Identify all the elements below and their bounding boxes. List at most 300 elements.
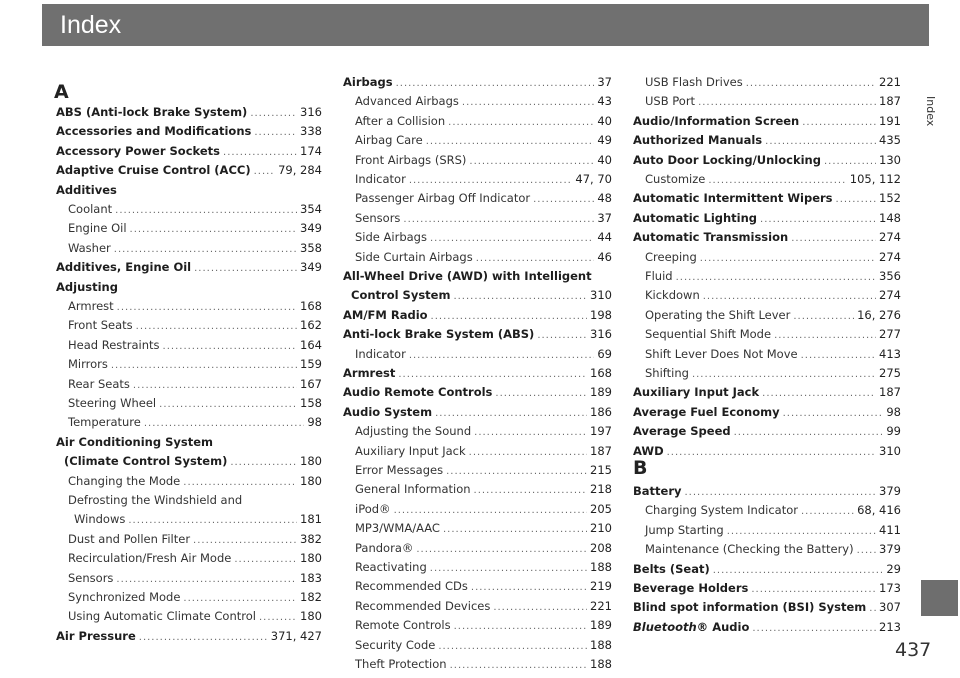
entry-pages: 307: [879, 600, 901, 615]
entry-text: Indicator: [355, 172, 406, 186]
entry-text: Average Fuel Economy: [633, 404, 780, 419]
index-entry[interactable]: [343, 636, 612, 654]
entry-text: Auxiliary Input Jack: [633, 385, 760, 400]
entry-text: Operating the Shift Lever: [645, 307, 791, 322]
dot-leader: [692, 366, 876, 382]
index-entry[interactable]: [633, 112, 901, 130]
dot-leader: [416, 541, 587, 557]
dot-leader: [462, 94, 594, 110]
index-entry[interactable]: [56, 452, 322, 470]
entry-text: Maintenance (Checking the Battery): [645, 542, 854, 557]
index-entry[interactable]: [56, 219, 322, 237]
index-entry[interactable]: [343, 519, 612, 537]
index-entry[interactable]: [56, 413, 322, 431]
entry-text: Adaptive Cruise Control (ACC): [56, 163, 251, 178]
dot-leader: [676, 269, 876, 285]
entry-text: Front Seats: [68, 318, 133, 333]
entry-text: Passenger Airbag Off Indicator: [355, 191, 531, 206]
entry-text: Engine Oil: [68, 221, 127, 236]
entry-pages: 197: [590, 424, 612, 439]
dot-leader: [128, 512, 297, 528]
index-entry[interactable]: [56, 239, 322, 257]
index-entry[interactable]: [633, 422, 901, 440]
entry-text: Accessories and Modifications: [56, 124, 252, 139]
entry-pages: 213: [879, 619, 901, 634]
entry-text: Adjusting: [56, 279, 118, 294]
index-entry[interactable]: [56, 530, 322, 548]
index-entry[interactable]: [633, 482, 901, 500]
entry-pages: 358: [300, 240, 322, 255]
entry-text: Auto Door Locking/Unlocking: [633, 152, 821, 167]
entry-pages: 180: [300, 609, 322, 624]
index-entry[interactable]: [633, 306, 901, 324]
dot-leader: [133, 377, 297, 393]
entry-text: Using Automatic Climate Control: [68, 609, 256, 624]
index-entry[interactable]: [343, 112, 612, 130]
dot-leader: [802, 114, 876, 130]
entry-text: Sensors: [355, 210, 401, 225]
dot-leader: [409, 172, 573, 188]
index-entry[interactable]: [56, 569, 322, 587]
entry-pages: 37: [597, 75, 612, 89]
dot-leader: [450, 657, 587, 673]
entry-pages: 148: [879, 210, 901, 225]
entry-pages: 168: [590, 366, 612, 380]
dot-leader: [869, 600, 876, 616]
index-entry[interactable]: [343, 539, 612, 557]
entry-pages: 411: [879, 522, 901, 537]
index-entry[interactable]: [633, 540, 901, 558]
dot-leader: [139, 629, 268, 645]
dot-leader: [448, 114, 594, 130]
entry-pages: 349: [300, 260, 322, 275]
dot-leader: [685, 484, 877, 500]
index-entry[interactable]: [343, 267, 612, 285]
index-entry[interactable]: [343, 92, 612, 110]
dot-leader: [403, 211, 594, 227]
dot-leader: [476, 250, 595, 266]
entry-text: Jump Starting: [645, 522, 724, 537]
dot-leader: [734, 424, 884, 440]
dot-leader: [533, 191, 594, 207]
dot-leader: [746, 75, 876, 91]
side-tab-label: Index: [924, 96, 937, 127]
index-entry[interactable]: [343, 383, 612, 401]
entry-pages: 47, 70: [575, 172, 612, 186]
entry-pages: 310: [879, 443, 901, 458]
entry-pages: 180: [300, 454, 322, 469]
index-entry[interactable]: [343, 151, 612, 169]
entry-text: Remote Controls: [355, 618, 451, 633]
dot-leader: [713, 562, 884, 578]
entry-text: Accessory Power Sockets: [56, 143, 221, 158]
dot-leader: [446, 463, 587, 479]
index-entry[interactable]: [56, 510, 322, 528]
dot-leader: [435, 405, 587, 421]
entry-pages: 68, 416: [857, 503, 901, 518]
entry-pages: 219: [590, 579, 612, 594]
index-entry[interactable]: [56, 375, 322, 393]
index-entry[interactable]: [56, 491, 322, 509]
entry-text: Side Curtain Airbags: [355, 249, 473, 264]
index-entry[interactable]: [56, 355, 322, 373]
index-entry[interactable]: [56, 200, 322, 218]
index-entry[interactable]: [633, 209, 901, 227]
entry-pages: 29: [886, 561, 901, 576]
entry-text: After a Collision: [355, 113, 446, 128]
dot-leader: [857, 542, 876, 558]
dot-leader: [443, 521, 587, 537]
entry-text: Control System: [351, 288, 451, 303]
index-entry[interactable]: [56, 316, 322, 334]
dot-leader: [727, 523, 876, 539]
entry-pages: 354: [300, 202, 322, 216]
entry-pages: 205: [590, 501, 612, 516]
dot-leader: [254, 124, 297, 140]
index-entry[interactable]: [56, 142, 322, 160]
dot-leader: [751, 581, 876, 597]
dot-leader: [193, 532, 297, 548]
dot-leader: [537, 327, 587, 343]
dot-leader: [159, 396, 297, 412]
dot-leader: [469, 444, 587, 460]
index-entry[interactable]: [56, 394, 322, 412]
dot-leader: [223, 144, 297, 160]
dot-leader: [136, 318, 297, 334]
index-entry[interactable]: [56, 278, 322, 296]
entry-pages: 274: [879, 249, 901, 264]
entry-text: USB Flash Drives: [645, 75, 743, 89]
entry-pages: 40: [597, 152, 612, 167]
index-entry[interactable]: [633, 501, 901, 519]
index-entry[interactable]: [343, 558, 612, 576]
dot-leader: [114, 241, 297, 257]
dot-leader: [453, 288, 587, 304]
entry-text: Air Conditioning System: [56, 434, 214, 449]
dot-leader: [774, 327, 876, 343]
entry-text: Changing the Mode: [68, 473, 181, 488]
entry-pages: 310: [590, 288, 612, 303]
entry-pages: 162: [300, 318, 322, 333]
dot-leader: [762, 385, 876, 401]
entry-pages: 379: [879, 542, 901, 557]
index-entry[interactable]: [56, 161, 322, 179]
entry-text: Airbag Care: [355, 133, 423, 148]
dot-leader: [115, 202, 297, 218]
dot-leader: [469, 153, 594, 169]
entry-pages: 164: [300, 337, 322, 352]
index-entry[interactable]: [633, 286, 901, 304]
dot-leader: [801, 503, 854, 519]
entry-text: Temperature: [68, 415, 141, 430]
index-entry[interactable]: [633, 442, 901, 460]
entry-text: Automatic Transmission: [633, 230, 789, 245]
index-entry[interactable]: [343, 403, 612, 421]
entry-text: Steering Wheel: [68, 396, 157, 410]
index-entry[interactable]: [343, 209, 612, 227]
entry-text: Sensors: [68, 570, 114, 585]
index-entry[interactable]: [633, 521, 901, 539]
index-entry[interactable]: [343, 461, 612, 479]
entry-pages: 371, 427: [270, 628, 322, 643]
index-entry[interactable]: [633, 151, 901, 169]
entry-text: ABS (Anti-lock Brake System): [56, 105, 248, 119]
entry-pages: 181: [300, 512, 322, 527]
dot-leader: [698, 94, 876, 110]
dot-leader: [824, 153, 876, 169]
entry-pages: 221: [879, 75, 901, 89]
dot-leader: [836, 191, 877, 207]
entry-text: (Climate Control System): [64, 454, 228, 469]
entry-pages: 180: [300, 473, 322, 488]
entry-pages: 99: [886, 424, 901, 439]
entry-text: Washer: [68, 240, 111, 255]
entry-text: Pandora®: [355, 540, 414, 555]
entry-text: Creeping: [645, 249, 697, 264]
entry-pages: 49: [597, 133, 612, 148]
entry-pages: 173: [879, 581, 901, 595]
dot-leader: [454, 618, 587, 634]
entry-text: Automatic Lighting: [633, 210, 758, 225]
dot-leader: [438, 638, 587, 654]
dot-leader: [752, 620, 876, 636]
index-entry[interactable]: [56, 549, 322, 567]
entry-pages: 187: [879, 385, 901, 400]
dot-leader: [234, 551, 297, 567]
index-entry[interactable]: [633, 228, 901, 246]
entry-pages: 48: [597, 191, 612, 206]
dot-leader: [259, 609, 297, 625]
entry-text: Shift Lever Does Not Move: [645, 346, 798, 361]
dot-leader: [194, 260, 297, 276]
entry-text: Security Code: [355, 637, 436, 652]
entry-text: Rear Seats: [68, 376, 130, 391]
index-entry[interactable]: [56, 181, 322, 199]
entry-text: Adjusting the Sound: [355, 424, 472, 439]
entry-pages: 180: [300, 551, 322, 566]
index-entry[interactable]: [343, 345, 612, 363]
index-entry[interactable]: [633, 345, 901, 363]
entry-pages: 189: [590, 385, 612, 400]
entry-text: Air Pressure: [56, 628, 136, 643]
entry-text: Synchronized Mode: [68, 590, 181, 604]
entry-text: Additives: [56, 182, 117, 197]
entry-pages: 379: [879, 484, 901, 498]
dot-leader: [791, 230, 876, 246]
entry-text: Fluid: [645, 269, 673, 283]
entry-text: Anti-lock Brake System (ABS): [343, 327, 535, 342]
entry-pages: 275: [879, 366, 901, 380]
index-entry[interactable]: [633, 403, 901, 421]
dot-leader: [116, 571, 297, 587]
entry-text: Head Restraints: [68, 337, 160, 352]
index-entry[interactable]: [56, 588, 322, 606]
entry-pages: 44: [597, 230, 612, 245]
entry-pages: 174: [300, 143, 322, 158]
entry-pages: 218: [590, 482, 612, 497]
entry-text: Belts (Seat): [633, 561, 710, 576]
entry-text: General Information: [355, 482, 471, 497]
entry-pages: 98: [886, 404, 901, 419]
dot-leader: [495, 385, 587, 401]
dot-leader: [783, 405, 884, 421]
dot-leader: [163, 338, 298, 354]
entry-text: Customize: [645, 172, 706, 186]
dot-leader: [117, 299, 297, 315]
entry-text: Dust and Pollen Filter: [68, 531, 191, 546]
index-entry[interactable]: [343, 616, 612, 634]
entry-pages: 187: [879, 94, 901, 109]
dot-leader: [396, 75, 595, 91]
index-entry[interactable]: [343, 442, 612, 460]
index-entry[interactable]: [633, 248, 901, 266]
entry-pages: 167: [300, 376, 322, 391]
index-entry[interactable]: [633, 325, 901, 343]
dot-leader: [144, 415, 305, 431]
entry-text: Sequential Shift Mode: [645, 327, 772, 342]
dot-leader: [708, 172, 846, 188]
entry-pages: 349: [300, 221, 322, 236]
index-entry[interactable]: [56, 433, 322, 451]
entry-pages: 189: [590, 618, 612, 633]
entry-text: Kickdown: [645, 288, 700, 303]
index-entry[interactable]: [343, 577, 612, 595]
side-tab[interactable]: [918, 64, 942, 240]
entry-pages: 198: [590, 307, 612, 322]
entry-text: Audio/Information Screen: [633, 113, 800, 128]
entry-text: Audio System: [343, 404, 433, 419]
dot-leader: [703, 288, 876, 304]
index-entry[interactable]: [56, 336, 322, 354]
page-number: 437: [895, 639, 932, 661]
index-entry[interactable]: [343, 73, 612, 91]
side-marker-block: [921, 580, 958, 616]
entry-text: All-Wheel Drive (AWD) with Intelligent: [343, 269, 592, 283]
index-entry[interactable]: [633, 92, 901, 110]
index-entry[interactable]: [633, 560, 901, 578]
dot-leader: [430, 560, 587, 576]
index-entry[interactable]: [56, 627, 322, 645]
entry-pages: 274: [879, 288, 901, 303]
index-entry[interactable]: [633, 598, 901, 616]
index-entry[interactable]: [633, 383, 901, 401]
dot-leader: [254, 163, 276, 179]
entry-text: Theft Protection: [355, 657, 447, 671]
entry-text: iPod®: [355, 501, 391, 516]
entry-text: MP3/WMA/AAC: [355, 521, 440, 536]
entry-text: Bluetooth® Audio: [633, 619, 750, 634]
entry-pages: 338: [300, 124, 322, 139]
dot-leader: [183, 590, 297, 606]
entry-text: Blind spot information (BSI) System: [633, 600, 867, 615]
entry-pages: 215: [590, 463, 612, 477]
entry-pages: 152: [879, 191, 901, 206]
entry-text: Audio Remote Controls: [343, 385, 493, 400]
entry-pages: 382: [300, 531, 322, 546]
entry-text: Authorized Manuals: [633, 133, 763, 148]
index-entry[interactable]: [343, 228, 612, 246]
dot-leader: [409, 347, 595, 363]
index-entry[interactable]: [56, 122, 322, 140]
index-entry[interactable]: [633, 579, 901, 597]
entry-pages: 316: [300, 105, 322, 119]
entry-pages: 188: [590, 637, 612, 652]
entry-pages: 98: [307, 415, 322, 430]
dot-leader: [394, 502, 587, 518]
entry-pages: 105, 112: [849, 172, 901, 186]
entry-pages: 183: [300, 570, 322, 585]
entry-text: Automatic Intermittent Wipers: [633, 191, 833, 206]
entry-text: Armrest: [343, 366, 396, 380]
index-entry[interactable]: [56, 297, 322, 315]
entry-text: Charging System Indicator: [645, 503, 798, 518]
entry-text: Reactivating: [355, 560, 427, 574]
index-entry[interactable]: [56, 472, 322, 490]
entry-text: Front Airbags (SRS): [355, 152, 467, 167]
section-letter-a: A: [54, 81, 69, 103]
dot-leader: [130, 221, 298, 237]
index-entry[interactable]: [343, 248, 612, 266]
index-entry[interactable]: [343, 131, 612, 149]
entry-text: Error Messages: [355, 463, 444, 477]
dot-leader: [230, 454, 297, 470]
index-entry[interactable]: [633, 364, 901, 382]
index-entry[interactable]: [633, 73, 901, 91]
entry-pages: 79, 284: [278, 163, 322, 178]
entry-pages: 277: [879, 327, 901, 342]
index-entry[interactable]: [633, 131, 901, 149]
entry-text: Windows: [74, 512, 126, 527]
index-entry[interactable]: [343, 597, 612, 615]
index-entry[interactable]: [343, 500, 612, 518]
dot-leader: [426, 133, 595, 149]
index-entry[interactable]: [56, 607, 322, 625]
index-entry[interactable]: [343, 422, 612, 440]
dot-leader: [183, 474, 297, 490]
index-entry[interactable]: [633, 170, 901, 188]
entry-pages: 37: [597, 210, 612, 225]
dot-leader: [667, 444, 876, 460]
entry-pages: 158: [300, 396, 322, 410]
entry-text: Indicator: [355, 346, 406, 361]
dot-leader: [700, 250, 876, 266]
entry-pages: 316: [590, 327, 612, 342]
dot-leader: [801, 347, 876, 363]
dot-leader: [398, 366, 587, 382]
index-entry[interactable]: [343, 286, 612, 304]
index-entry[interactable]: [56, 258, 322, 276]
entry-text: Advanced Airbags: [355, 94, 459, 109]
entry-text: Coolant: [68, 202, 113, 216]
index-entry[interactable]: [633, 267, 901, 285]
index-entry[interactable]: [343, 306, 612, 324]
index-entry[interactable]: [56, 103, 322, 121]
index-entry[interactable]: [343, 325, 612, 343]
index-entry[interactable]: [633, 618, 901, 636]
index-entry[interactable]: [343, 655, 612, 673]
entry-text: Average Speed: [633, 424, 731, 439]
index-entry[interactable]: [343, 189, 612, 207]
dot-leader: [474, 482, 588, 498]
index-entry[interactable]: [343, 364, 612, 382]
entry-text: AM/FM Radio: [343, 307, 428, 322]
index-entry[interactable]: [343, 480, 612, 498]
index-entry[interactable]: [633, 189, 901, 207]
entry-pages: 182: [300, 590, 322, 604]
dot-leader: [431, 308, 588, 324]
index-entry[interactable]: [343, 170, 612, 188]
entry-pages: 16, 276: [857, 307, 901, 322]
